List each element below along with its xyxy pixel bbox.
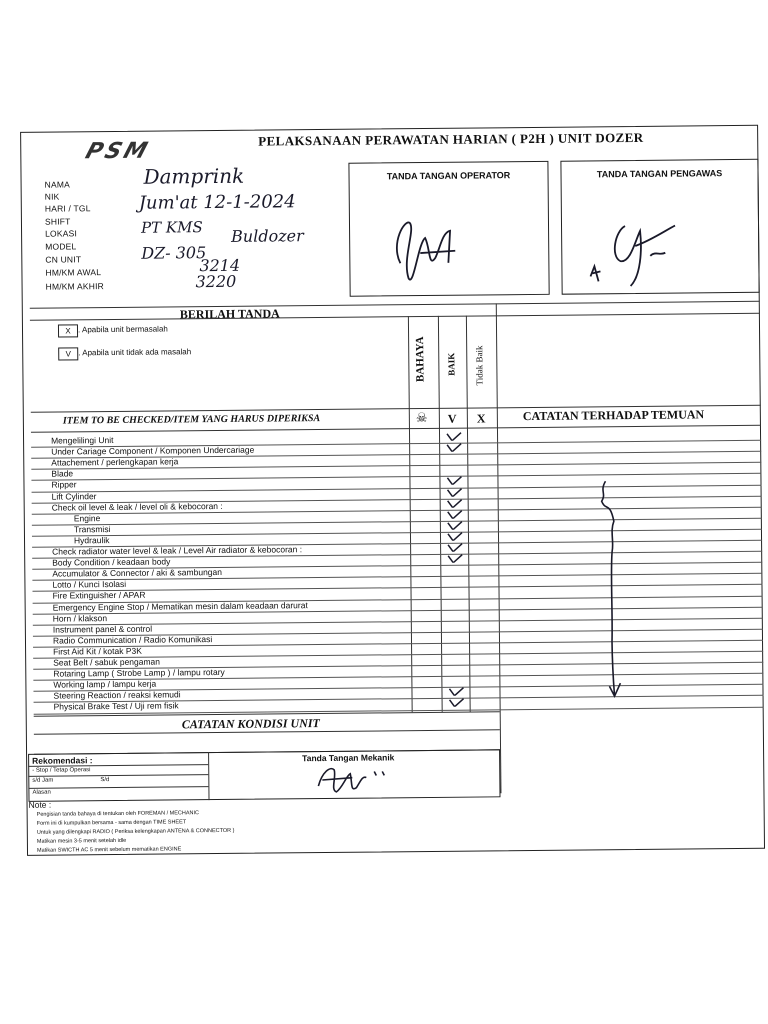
label-cn-unit: CN UNIT (45, 254, 82, 265)
value-hari-tgl: Jum'at 12-1-2024 (138, 191, 296, 214)
col-bahaya: BAHAYA (414, 336, 427, 383)
checklist-item: Ripper (51, 479, 77, 490)
checklist-item: Check radiator water level & leak / Level Air radiator & kebocoran : (52, 544, 303, 557)
label-hm-akhir: HM/KM AKHIR (45, 281, 105, 292)
check-mark (444, 508, 466, 518)
check-mark (444, 553, 466, 563)
legend-x-text: . Apabila unit bermasalah (77, 324, 168, 335)
legend-v-box: V (58, 347, 78, 360)
rekomendasi-label: Rekomendasi : (32, 755, 93, 766)
checklist-item: Under Cariage Component / Komponen Undercariage (51, 444, 255, 457)
checklist-item: Hydraulik (73, 534, 110, 546)
check-mark (443, 475, 465, 485)
note-line: Pengisian tanda bahaya di tentukan oleh FOREMAN / MECHANIC (36, 810, 200, 818)
check-mark (443, 431, 465, 441)
checklist-item: Blade (51, 468, 74, 479)
check-mark (444, 542, 466, 552)
legend-v-text: . Apabila unit tidak ada masalah (78, 347, 192, 358)
check-mark (446, 697, 468, 707)
value-hm-awal: 3214 (199, 255, 241, 276)
col-tidak-baik: Tidak Baik (474, 345, 485, 386)
mekanik-signature (312, 761, 392, 798)
checklist-item: Emergency Engine Stop / Mematikan mesin dalam keadaan darurat (52, 599, 308, 613)
tidak-baik-symbol: X (476, 411, 486, 426)
checklist-item: First Aid Kit / kotak P3K (53, 645, 142, 657)
checklist-item: Horn / klakson (52, 612, 108, 624)
value-nama: Damprink (143, 163, 245, 189)
checklist-item: Working lamp / lampu kerja (53, 678, 157, 690)
operator-signature-box (348, 161, 549, 297)
alasan-label: Alasan (32, 789, 51, 796)
checklist-item: Accumulator & Connector / aki & sambungan (52, 567, 223, 579)
checklist-item: Lotto / Kunci Isolasi (52, 579, 127, 590)
checklist-item: Body Condition / keadaan body (52, 556, 171, 568)
sd-label: S/d (100, 777, 110, 784)
catatan-header: CATATAN TERHADAP TEMUAN (522, 407, 705, 424)
col-baik: BAIK (446, 352, 457, 376)
checklist-item: Mengelilingi Unit (51, 435, 114, 446)
note-line: Form ini di kumpulkan bersama - sama dengan TIME SHEET (36, 819, 187, 827)
check-mark (443, 442, 465, 452)
checklist-item: Instrument panel & control (52, 623, 153, 635)
check-mark (444, 486, 466, 496)
label-nama: NAMA (44, 179, 71, 190)
checklist-item: Lift Cylinder (51, 490, 97, 502)
bahaya-symbol: ☠ (415, 409, 428, 426)
check-mark (444, 519, 466, 529)
note-line: Matikan mesin 3-5 menit setelah idle (36, 837, 127, 845)
legend-heading: BERILAH TANDA (179, 306, 280, 322)
check-mark (444, 497, 466, 507)
label-hari-tgl: HARI / TGL (44, 203, 91, 214)
baik-symbol: V (447, 411, 457, 426)
checklist-item: Physical Brake Test / Uji rem fisik (53, 700, 179, 712)
stop-label: - Stop / Tetap Operasi (32, 767, 91, 774)
checklist-item: Engine (73, 512, 101, 524)
checklist-item: Steering Reaction / reaksi kemudi (53, 689, 181, 701)
operator-signature (380, 203, 471, 294)
checklist-item: Fire Extinguisher / APAR (52, 590, 146, 601)
note-line: Matikan SWICTH AC 5 menit sebelum mematikan ENGINE (36, 846, 182, 854)
label-nik: NIK (44, 191, 60, 202)
checklist-item: Radio Communication / Radio Komunikasi (52, 633, 213, 646)
mekanik-signature-label: Tanda Tangan Mekanik (302, 752, 395, 764)
psm-logo: PSM (82, 138, 154, 165)
kondisi-heading: CATATAN KONDISI UNIT (181, 716, 320, 732)
p2h-form (8, 115, 767, 860)
form-title: PELAKSANAAN PERAWATAN HARIAN ( P2H ) UNIT DOZER (258, 129, 644, 149)
item-header: ITEM TO BE CHECKED/ITEM YANG HARUS DIPERIKSA (62, 413, 321, 427)
pengawas-signature-label: TANDA TANGAN PENGAWAS (596, 168, 723, 180)
note-line: Untuk yang dilengkapi RADIO ( Periksa kelengkapan ANTENA & CONNECTOR ) (36, 827, 235, 836)
check-mark (445, 686, 467, 696)
checklist-item: Check oil level & leak / level oli & kebocoran : (51, 500, 223, 513)
operator-signature-label: TANDA TANGAN OPERATOR (386, 170, 511, 182)
label-model: MODEL (45, 241, 77, 252)
value-lokasi: PT KMS (140, 218, 203, 237)
checklist-item: Attachement / perlengkapan kerja (51, 456, 179, 468)
pengawas-signature (580, 200, 701, 291)
jam-label: s/d Jam (32, 777, 54, 784)
value-hm-akhir: 3220 (195, 271, 237, 292)
checklist-item: Transmisi (73, 523, 111, 535)
label-shift: SHIFT (44, 216, 71, 227)
catatan-stroke (591, 471, 643, 701)
value-model: Buldozer (231, 226, 304, 246)
note-heading: Note : (28, 799, 52, 810)
pengawas-signature-box (560, 159, 759, 295)
checklist-item: Seat Belt / sabuk pengaman (53, 656, 161, 668)
legend-x-box: X (58, 324, 78, 337)
value-cn-unit: DZ- 305 (141, 243, 207, 263)
label-lokasi: LOKASI (45, 228, 78, 239)
label-hm-awal: HM/KM AWAL (45, 267, 102, 278)
checklist-item: Rotaring Lamp ( Strobe Lamp ) / lampu rotary (53, 667, 225, 679)
check-mark (444, 531, 466, 541)
